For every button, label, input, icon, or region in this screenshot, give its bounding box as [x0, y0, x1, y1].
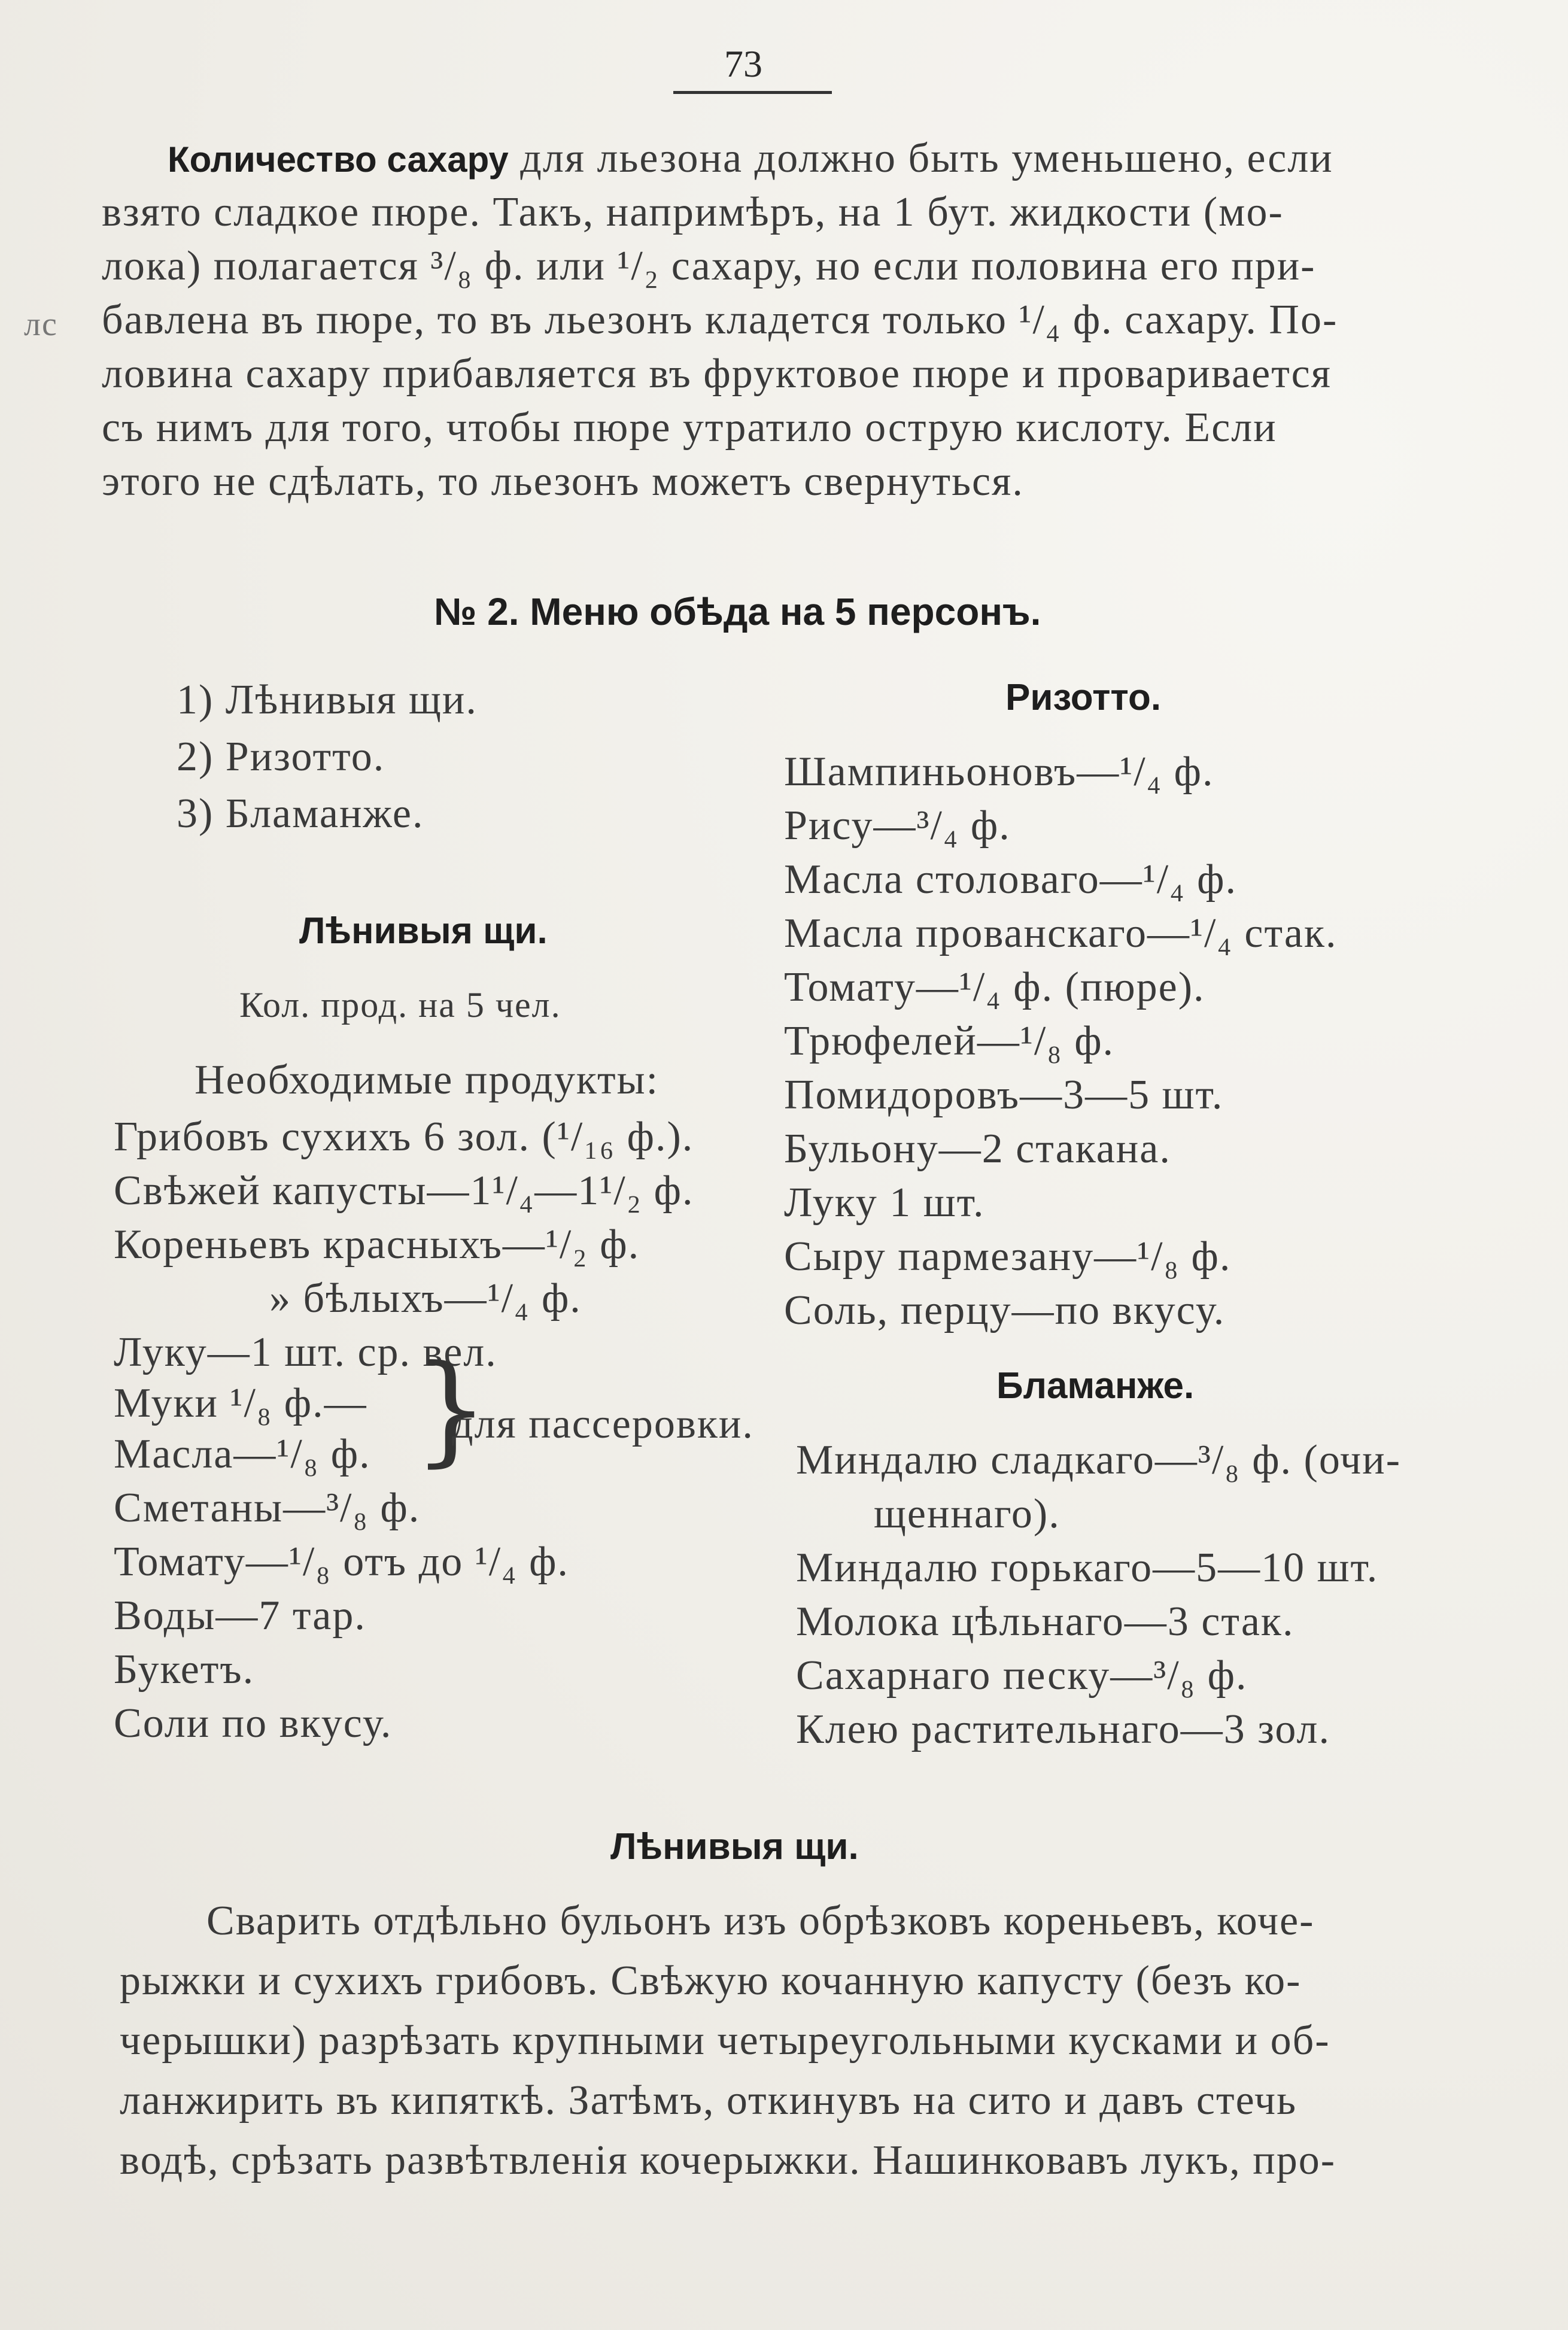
risotto-line: Масла столоваго—¹/₄ ф. [784, 856, 1237, 903]
ingredient-line: Кореньевъ красныхъ—¹/₂ ф. [114, 1222, 640, 1268]
risotto-line: Трюфелей—¹/₈ ф. [784, 1018, 1115, 1064]
intro-line: этого не сдѣлать, то льезонъ можетъ свернуться. [102, 458, 1024, 505]
intro-first-line [168, 135, 1333, 183]
blancmange-line: Миндалю горькаго—5—10 шт. [796, 1545, 1379, 1591]
intro-line: ловина сахару прибавляется въ фруктовое пюре и проваривается [102, 351, 1332, 397]
ingredient-line: » бѣлыхъ—¹/₄ ф. [269, 1275, 582, 1322]
risotto-line: Помидоровъ—3—5 шт. [784, 1072, 1224, 1118]
risotto-line: Луку 1 шт. [784, 1180, 985, 1226]
schi-title: Лѣнивыя щи. [299, 910, 548, 952]
ingredient-line: Соли по вкусу. [114, 1700, 393, 1746]
menu-item: 2) Ризотто. [177, 734, 385, 780]
recipe-title: Лѣнивыя щи. [610, 1826, 859, 1867]
intro-line: съ нимъ для того, чтобы пюре утратило острую кислоту. Если [102, 405, 1277, 451]
recipe-line: рыжки и сухихъ грибовъ. Свѣжую кочанную капусту (безъ ко- [120, 1958, 1302, 2004]
ingredient-line: Луку—1 шт. ср. вел. [114, 1329, 497, 1375]
intro-line: лока) полагается ³/₈ ф. или ¹/₂ сахару, но если половина его при- [102, 243, 1316, 289]
ingredient-line: Свѣжей капусты—1¹/₄—1¹/₂ ф. [114, 1168, 694, 1214]
margin-mark: лс [24, 306, 58, 343]
ingredient-line: Воды—7 тар. [114, 1593, 366, 1639]
menu-item: 1) Лѣнивыя щи. [177, 677, 478, 723]
page-number: 73 [724, 42, 762, 85]
risotto-title: Ризотто. [1005, 677, 1162, 718]
intro-line: бавлена въ пюре, то въ льезонъ кладется только ¹/₄ ф. сахару. По- [102, 297, 1338, 343]
intro-line: взято сладкое пюре. Такъ, напримѣръ, на 1 бут. жидкости (мо- [102, 189, 1284, 235]
risotto-line: Масла прованскаго—¹/₄ стак. [784, 910, 1338, 956]
risotto-line: Сыру пармезану—¹/₈ ф. [784, 1234, 1232, 1280]
menu-item: 3) Бламанже. [177, 791, 424, 837]
intro-line: для льезона должно быть уменьшено, если [508, 135, 1333, 181]
recipe-line: Сварить отдѣльно бульонъ изъ обрѣзковъ кореньевъ, коче- [206, 1898, 1315, 1944]
blancmange-title: Бламанже. [996, 1365, 1195, 1406]
brace-symbol: } [413, 1339, 490, 1479]
recipe-line: водѣ, срѣзать развѣтвленія кочерыжки. Нашинковавъ лукъ, про- [120, 2137, 1336, 2183]
ingredient-line: Томату—¹/₈ отъ до ¹/₄ ф. [114, 1539, 569, 1585]
recipe-line: черышки) разрѣзать крупными четыреугольными кусками и об- [120, 2018, 1330, 2064]
ingredient-line: Грибовъ сухихъ 6 зол. (¹/₁₆ ф.). [114, 1114, 694, 1160]
risotto-line: Шампиньоновъ—¹/₄ ф. [784, 749, 1214, 795]
risotto-line: Соль, перцу—по вкусу. [784, 1287, 1226, 1333]
blancmange-line: Клею растительнаго—3 зол. [796, 1706, 1330, 1752]
needed-products-heading: Необходимые продукты: [195, 1057, 660, 1103]
intro-bold-lead: Количество сахару [168, 139, 509, 180]
blancmange-line: Миндалю сладкаго—³/₈ ф. (очи- [796, 1437, 1402, 1483]
risotto-line: Рису—³/₄ ф. [784, 803, 1011, 849]
ingredient-line: Масла—¹/₈ ф. [114, 1431, 371, 1477]
blancmange-line: Сахарнаго песку—³/₈ ф. [796, 1652, 1248, 1699]
page-number-underline [673, 91, 832, 94]
risotto-line: Бульону—2 стакана. [784, 1126, 1171, 1172]
ingredient-line: Муки ¹/₈ ф.— [114, 1380, 367, 1426]
recipe-line: ланжирить въ кипяткѣ. Затѣмъ, откинувъ на сито и давъ стечь [120, 2077, 1297, 2124]
blancmange-line: щеннаго). [874, 1491, 1060, 1537]
blancmange-line: Молока цѣльнаго—3 стак. [796, 1599, 1294, 1645]
ingredient-line: Сметаны—³/₈ ф. [114, 1485, 421, 1531]
ingredient-line: Букетъ. [114, 1647, 255, 1693]
schi-subtitle: Кол. прод. на 5 чел. [239, 985, 561, 1025]
brace-note: для пассеровки. [452, 1401, 754, 1447]
risotto-line: Томату—¹/₄ ф. (пюре). [784, 964, 1205, 1010]
menu-title: № 2. Меню обѣда на 5 персонъ. [434, 590, 1041, 633]
